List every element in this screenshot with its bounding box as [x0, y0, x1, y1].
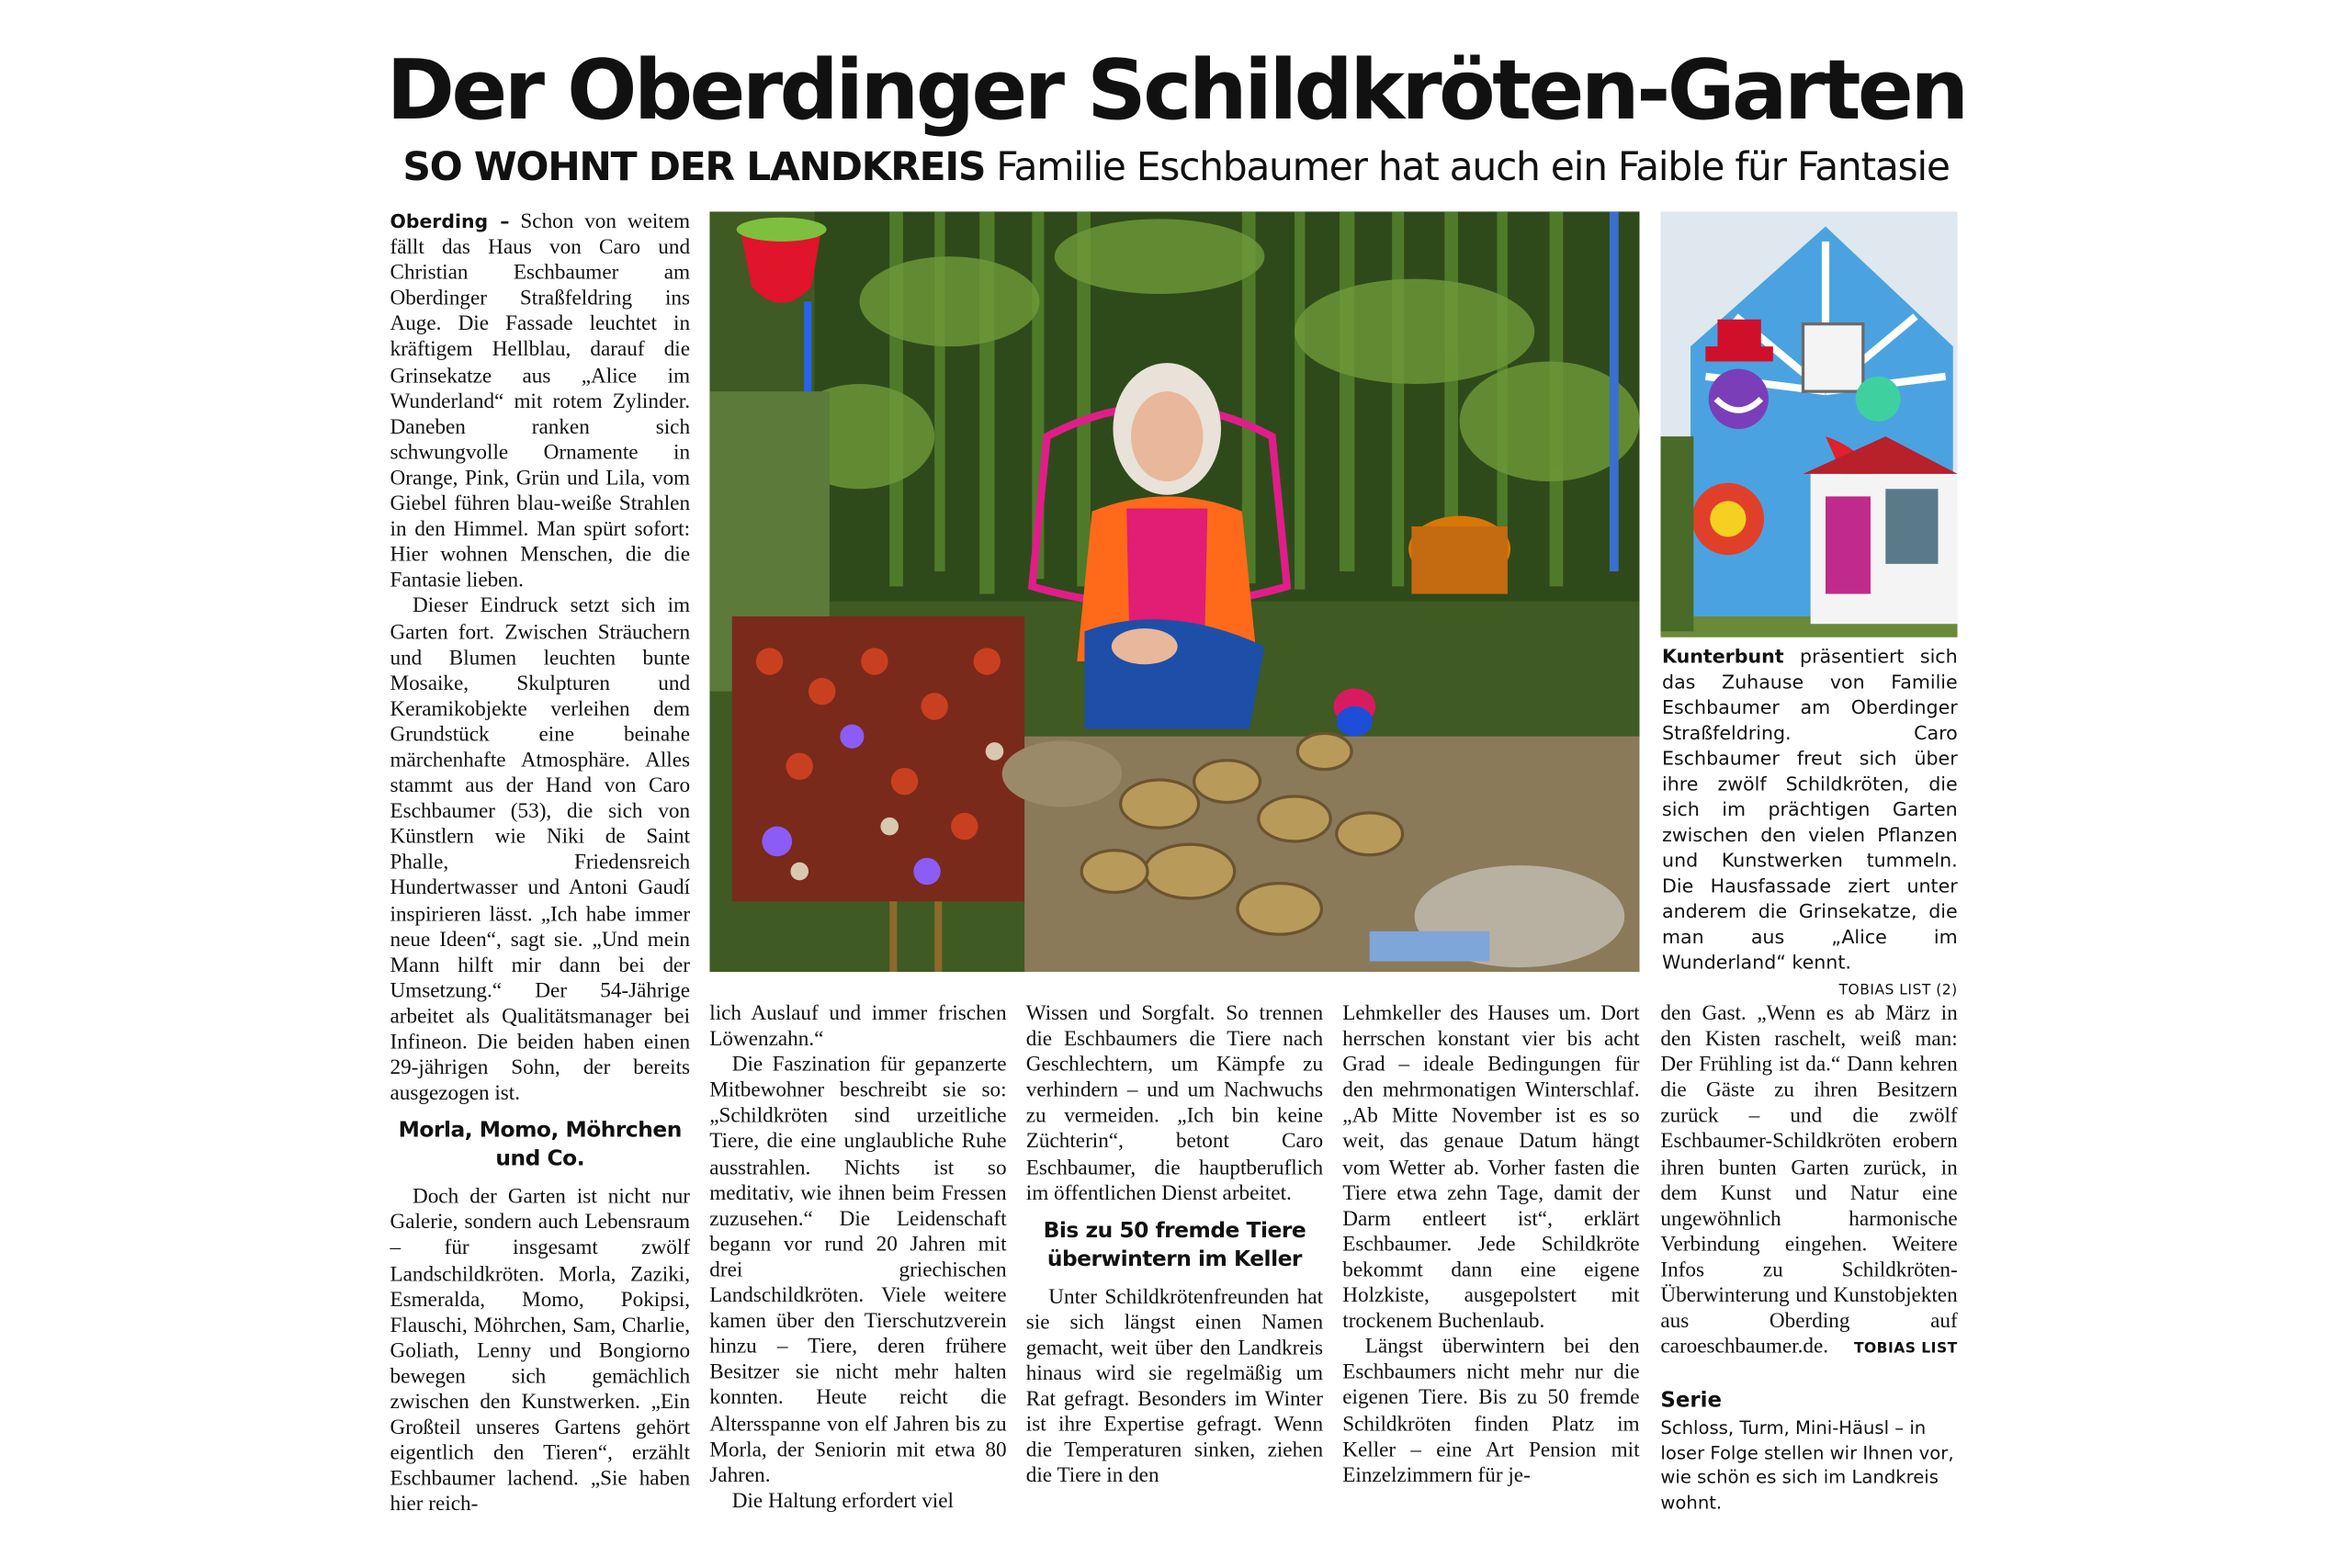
article-column-4: [1342, 1002, 1639, 1489]
paragraph: Unter Schildkrötenfreunden hat sie sich längst einen Namen gemacht, weit über den Landkreis hinaus wird sie regelmäßig um Rat gefragt. Besonders im Winter ist ihre Expertise gefragt. Wenn die Temperaturen sinken, ziehen die Tiere in den: [1025, 1284, 1324, 1489]
photo-caption: Kunterbunt präsentiert sich das Zuhause von Familie Eschbaumer am Oberdinger Straßfeldring. Caro Eschbaumer freut sich über ihre zwölf Schildkröten, die sich im prächtigen Garten zwischen den vielen Pflanzen und Kunstwerken tummeln. Die Hausfassade ziert unter anderem die Grinsekatze, die man aus „Alice im Wunderland“ kennt. TOBIAS LIST (2): [1662, 643, 1958, 1003]
article-column-1: [390, 209, 691, 1518]
caption-lead: Kunterbunt: [1662, 645, 1784, 668]
author-credit: TOBIAS LIST: [1853, 1340, 1958, 1358]
article-column-2: [709, 1002, 1006, 1515]
dateline: Oberding –: [390, 209, 510, 233]
house-illustration: [1660, 211, 1957, 637]
paragraph: lich Auslauf und immer frischen Löwenzahn.“: [709, 1001, 1007, 1052]
paragraph: den Gast. „Wenn es ab März in den Kisten raschelt, weiß man: Der Frühling ist da.“ Dann kehren die Gäste zu ihren Besitzern zurück – und die zwölf Eschbaumer-Schildkröten erobern ihren bunten Garten zurück, in dem Kunst und Natur eine ungewöhnlich harmonische Verbindung eingehen. Weitere Infos zu Schildkröten-Überwinterung und Kunstobjekten aus Oberding auf caroeschbaumer.de. TOBIAS LIST: [1660, 1002, 1957, 1361]
article-column-5: [1660, 1002, 1957, 1362]
photo-credit: TOBIAS LIST (2): [1838, 982, 1958, 999]
paragraph: Längst überwintern bei den Eschbaumers nicht mehr nur die eigenen Tiere. Bis zu 50 fremde Schildkröten finden Platz im Keller – eine Art Pension mit Einzelzimmern für je-: [1342, 1335, 1640, 1488]
series-text: Schloss, Turm, Mini-Häusl – in loser Folge stellen wir Ihnen vor, wie schön es sich im Landkreis wohnt.: [1660, 1416, 1954, 1513]
paragraph: Wissen und Sorgfalt. So trennen die Eschbaumers die Tiere nach Geschlechtern, um Kämpfe zu verhindern – und um Nachwuchs zu vermeiden. „Ich bin keine Züchterin“, betont Caro Eschbaumer, die hauptberuflich im öffentlichen Dienst arbeitet.: [1025, 1001, 1324, 1206]
series-kicker: SO WOHNT DER LANDKREIS: [402, 145, 986, 191]
series-title: Serie: [1660, 1388, 1722, 1414]
subheadline: [0, 144, 2352, 192]
subheadline-text: Familie Eschbaumer hat auch ein Faible für Fantasie: [985, 145, 1950, 191]
series-box: [1660, 1387, 1957, 1515]
paragraph: Die Faszination für gepanzerte Mitbewohner beschreibt sie so: „Schildkröten sind urzeitliche Tiere, die eine unglaubliche Ruhe ausstrahlen. Nichts ist so meditativ, wie ihnen beim Fressen zuzusehen.“ Die Leidenschaft begann vor rund 20 Jahren mit drei griechischen Landschildkröten. Viele weitere kamen über den Tierschutzverein hinzu – Tiere, deren frühere Besitzer sie nicht mehr halten konnten. Heute reicht die Altersspanne von elf Jahren bis zu Morla, der Seniorin mit etwa 80 Jahren.: [709, 1053, 1007, 1488]
paragraph: Lehmkeller des Hauses um. Dort herrschen konstant vier bis acht Grad – ideale Bedingungen für den mehrmonatigen Winterschlaf. „Ab Mitte November ist es so weit, das genaue Datum hängt vom Wetter ab. Vorher fasten die Tiere etwa zehn Tage, damit der Darm entleert ist“, erklärt Eschbaumer. Jede Schildkröte bekommt dann eine eigene Holzkiste, ausgepolstert mit trockenem Buchenlaub.: [1342, 1001, 1640, 1334]
section-subheading: Bis zu 50 fremde Tiere überwintern im Keller: [1043, 1218, 1306, 1272]
paragraph: Doch der Garten ist nicht nur Galerie, sondern auch Lebensraum – für insgesamt zwölf Landschildkröten. Morla, Zaziki, Esmeralda, Momo, Pokipsi, Flauschi, Möhrchen, Sam, Charlie, Goliath, Lenny und Bongiorno bewegen sich gemächlich zwischen den Kunstwerken. „Ein Großteil unseres Gartens gehört eigentlich den Tieren“, erzählt Eschbaumer lachend. „Sie haben hier reich-: [390, 1185, 691, 1517]
paragraph: Die Haltung erfordert viel: [731, 1488, 954, 1514]
garden-photo: [709, 211, 1639, 972]
article-column-3: [1026, 1002, 1323, 1490]
garden-illustration: [709, 211, 1639, 972]
lead-paragraph: Oberding – Schon von weitem fällt das Haus von Caro und Christian Eschbaumer am Oberdinger Straßfeldring ins Auge. Die Fassade leuchtet in kräftigem Hellblau, darauf die Grinsekatze aus „Alice im Wunderland“ mit rotem Zylinder. Daneben ranken sich schwungvolle Ornamente in Orange, Pink, Grün und Lila, vom Giebel führen blau-weiße Strahlen in den Himmel. Man spürt sofort: Hier wohnen Menschen, die die Fantasie lieben.: [390, 209, 691, 593]
section-subheading: Morla, Momo, Möhrchen und Co.: [398, 1119, 682, 1172]
house-photo: [1660, 211, 1957, 637]
headline: Der Oberdinger Schildkröten-Garten: [386, 41, 1966, 139]
paragraph: Dieser Eindruck setzt sich im Garten fort. Zwischen Sträuchern und Blumen leuchten bunte Mosaike, Skulpturen und Keramikobjekte verleihen dem Grundstück eine beinahe märchenhafte Atmosphäre. Alles stammt aus der Hand von Caro Eschbaumer (53), die sich von Künstlern wie Niki de Saint Phalle, Friedensreich Hundertwasser und Antoni Gaudí inspirieren lässt. „Ich habe immer neue Ideen“, sagt sie. „Und mein Mann hilft mir dann bei der Umsetzung.“ Der 54-Jährige arbeitet als Qualitätsmanager bei Infineon. Die beiden haben einen 29-jährigen Sohn, der bereits ausgezogen ist.: [390, 594, 691, 1106]
